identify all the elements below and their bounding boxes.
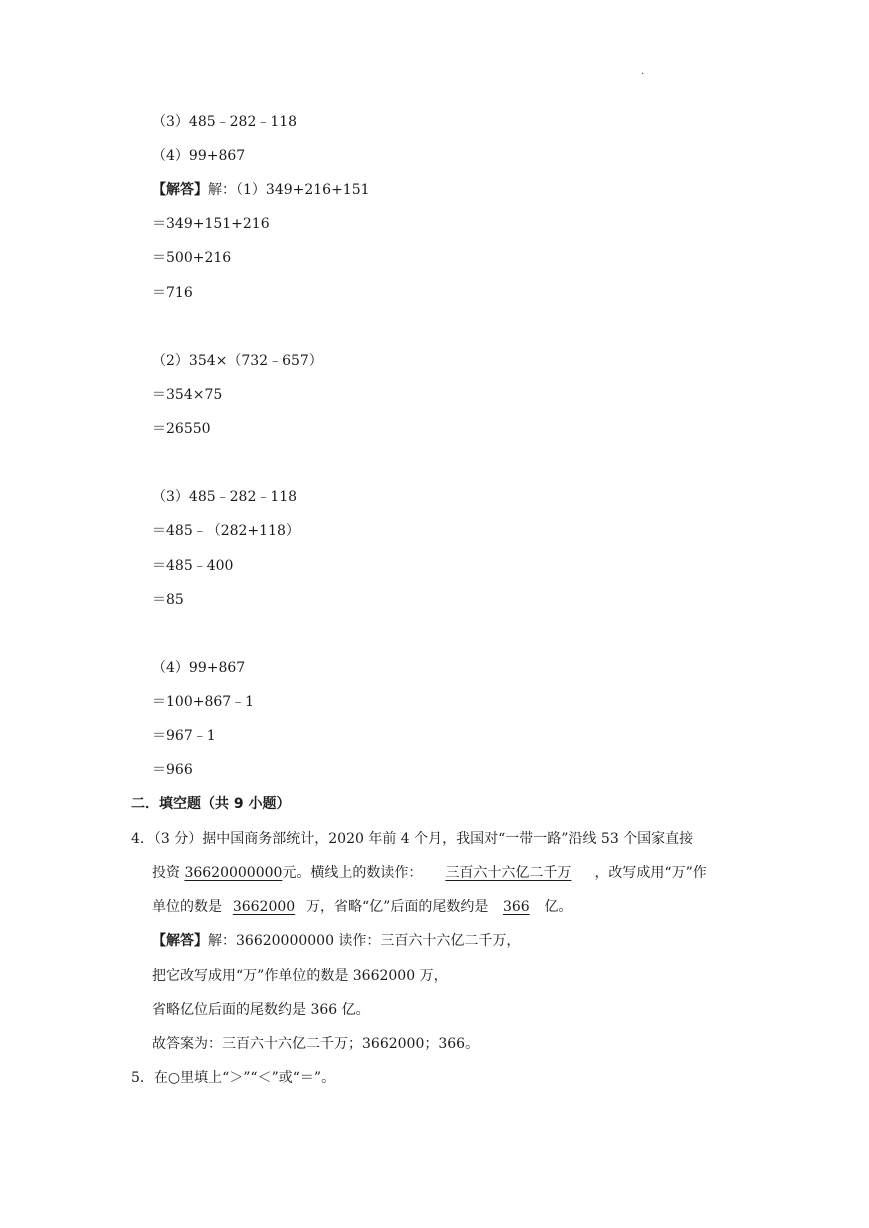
problem-3-label: （3）485﹣282﹣118 [152, 114, 298, 130]
step-2-1: ＝354×75 [152, 387, 223, 403]
part-4-title: （4）99+867 [152, 660, 246, 676]
step-4-2: ＝967﹣1 [152, 728, 216, 744]
step-1-1: ＝349+151+216 [152, 216, 270, 232]
q4-text: 单位的数是 [152, 899, 222, 915]
step-4-3: ＝966 [152, 762, 193, 778]
q4-text: ，改写成用“万”作 [594, 865, 707, 881]
q4-answer-2: 把它改写成用“万”作单位的数是 3662000 万， [152, 968, 448, 984]
q4-answer-text: 解：36620000000 读作：三百六十六亿二千万， [208, 933, 521, 949]
q4-text: 万，省略“亿”后面的尾数约是 [306, 899, 489, 915]
step-4-1: ＝100+867﹣1 [152, 694, 255, 710]
answer-tag: 【解答】 [152, 182, 208, 198]
q4-text: 亿。 [544, 899, 573, 915]
q4-blank-1: 三百六十六亿二千万 [445, 865, 572, 881]
answer-start: 解：（1）349+216+151 [208, 182, 370, 198]
answer-tag: 【解答】 [152, 933, 208, 949]
answer-intro [152, 180, 370, 200]
q4-answer-1 [152, 931, 520, 951]
q4-line-3 [152, 897, 572, 917]
step-3-1: ＝485﹣（282+118） [152, 523, 300, 539]
q5-prompt: 5．在○里填上“＞”“＜”或“＝”。 [131, 1070, 336, 1086]
problem-4-label: （4）99+867 [152, 148, 246, 164]
q4-text: 投资 [152, 865, 185, 881]
q4-blank-2: 3662000 [232, 899, 296, 915]
q4-line-2 [152, 863, 707, 883]
q4-blank-3: 366 [502, 899, 530, 915]
step-1-3: ＝716 [152, 285, 193, 301]
q4-line-1: 4．（3 分）据中国商务部统计，2020 年前 4 个月，我国对“一带一路”沿线 53 个国家直接 [131, 831, 694, 847]
q4-answer-4: 故答案为：三百六十六亿二千万；3662000；366。 [152, 1036, 480, 1052]
part-2-title: （2）354×（732﹣657） [152, 353, 323, 369]
q4-number: 36620000000 [184, 865, 283, 881]
q4-answer-3: 省略亿位后面的尾数约是 366 亿。 [152, 1002, 370, 1018]
step-3-3: ＝85 [152, 592, 184, 608]
section-title: 二．填空题（共 9 小题） [131, 796, 291, 812]
part-3-title: （3）485﹣282﹣118 [152, 489, 298, 505]
step-3-2: ＝485﹣400 [152, 558, 234, 574]
step-1-2: ＝500+216 [152, 250, 232, 266]
step-2-2: ＝26550 [152, 421, 211, 437]
header-dot: . [641, 66, 645, 77]
q4-text: 元。横线上的数读作： [282, 865, 423, 881]
